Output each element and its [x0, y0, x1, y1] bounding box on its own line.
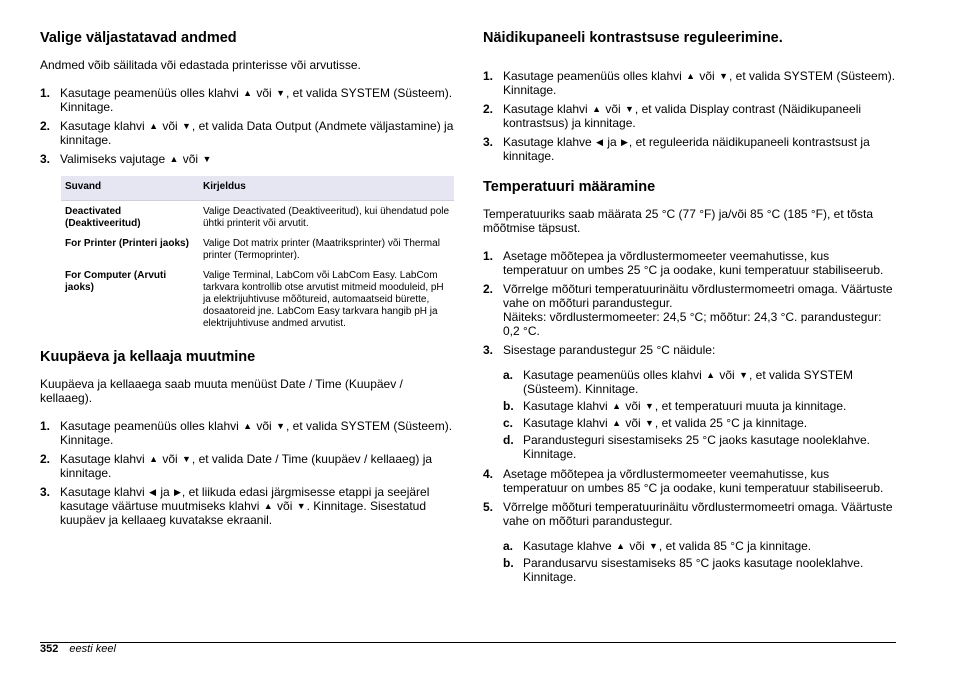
substep-item: b. Parandusarvu sisestamiseks 85 °C jaoks kasutage nooleklahve. Kinnitage. [503, 556, 864, 584]
section-intro: Kuupäeva ja kellaaega saab muuta menüüst Date / Time (Kuupäev / kellaaeg). [40, 377, 403, 405]
steps-list [483, 249, 896, 584]
down-arrow-icon: ▼ [625, 104, 634, 114]
footer-language: eesti keel [69, 643, 116, 655]
steps-list [40, 86, 455, 166]
page-footer [40, 643, 116, 656]
up-arrow-icon: ▲ [243, 421, 253, 431]
substep-item: a. Kasutage peamenüüs olles klahvi ▲ või ▼, et valida SYSTEM (Süsteem). Kinnitage. [503, 368, 854, 396]
down-arrow-icon: ▼ [645, 401, 654, 411]
up-arrow-icon: ▲ [686, 71, 696, 81]
substep-item: a. Kasutage klahve ▲ või ▼, et valida 85 °C ja kinnitage. [503, 539, 812, 553]
step-item: 1. Kasutage peamenüüs olles klahvi ▲ või ▼, et valida SYSTEM (Süsteem). Kinnitage. [483, 69, 896, 97]
options-table [61, 176, 454, 333]
up-arrow-icon: ▲ [612, 401, 621, 411]
substep-item: d. Parandusteguri sisestamiseks 25 °C jaoks kasutage nooleklahve. Kinnitage. [503, 433, 870, 461]
step-item: 1. Kasutage peamenüüs olles klahvi ▲ või ▼, et valida SYSTEM (Süsteem). Kinnitage. [40, 86, 453, 114]
left-arrow-icon: ◀ [149, 487, 156, 497]
step-item: 1. Asetage mõõtepea ja võrdlustermomeeter veemahutisse, kus temperatuur on umbes 25 °C ja oodake, kuni temperatuur stabiliseerub. [483, 249, 884, 277]
step-item: 3. Kasutage klahve ◀ ja ▶, et reguleerida näidikupaneeli kontrastsust ja kinnitage. [483, 135, 870, 163]
table-header: Suvand [61, 176, 199, 201]
up-arrow-icon: ▲ [243, 88, 253, 98]
down-arrow-icon: ▼ [182, 454, 191, 464]
steps-list [483, 69, 896, 163]
section-intro: Andmed võib säilitada või edastada printerisse või arvutisse. [40, 58, 361, 72]
right-arrow-icon: ▶ [621, 137, 628, 147]
down-arrow-icon: ▼ [182, 121, 191, 131]
step-item: 2. Kasutage klahvi ▲ või ▼, et valida Date / Time (kuupäev / kellaaeg) ja kinnitage. [40, 452, 433, 480]
right-arrow-icon: ▶ [174, 487, 181, 497]
up-arrow-icon: ▲ [263, 501, 273, 511]
down-arrow-icon: ▼ [276, 421, 285, 431]
section-title-contrast: Näidikupaneeli kontrastsuse reguleerimine. [483, 30, 783, 46]
down-arrow-icon: ▼ [276, 88, 285, 98]
step-item: 2. Kasutage klahvi ▲ või ▼, et valida Display contrast (Näidikupaneeli kontrastsus) ja kinnitage. [483, 102, 862, 130]
up-arrow-icon: ▲ [592, 104, 601, 114]
down-arrow-icon: ▼ [296, 501, 306, 511]
down-arrow-icon: ▼ [202, 154, 212, 164]
right-column [483, 30, 896, 590]
table-row: Deactivated (Deaktiveeritud) Valige Deactivated (Deaktiveeritud), kui ühendatud pole ühtki printerit või arvutit. [65, 206, 450, 229]
step-item: 1. Kasutage peamenüüs olles klahvi ▲ või ▼, et valida SYSTEM (Süsteem). Kinnitage. [40, 419, 453, 447]
up-arrow-icon: ▲ [149, 454, 158, 464]
page-number: 352 [40, 643, 59, 655]
step-item: 2. Kasutage klahvi ▲ või ▼, et valida Data Output (Andmete väljastamine) ja kinnitage. [40, 119, 454, 147]
left-arrow-icon: ◀ [596, 137, 603, 147]
substep-item: b. Kasutage klahvi ▲ või ▼, et temperatuuri muuta ja kinnitage. [503, 399, 847, 413]
steps-list [40, 419, 455, 527]
down-arrow-icon: ▼ [645, 418, 654, 428]
up-arrow-icon: ▲ [149, 121, 158, 131]
step-item: 3. Valimiseks vajutage ▲ või ▼ [40, 152, 212, 166]
up-arrow-icon: ▲ [169, 154, 179, 164]
up-arrow-icon: ▲ [612, 418, 621, 428]
left-column [40, 30, 455, 532]
footer-divider [40, 642, 896, 643]
substeps-list [503, 539, 896, 584]
section-title-data-output: Valige väljastatavad andmed [40, 30, 237, 46]
table-row: For Printer (Printeri jaoks) Valige Dot matrix printer (Maatriksprinter) või Thermal printer (Termoprinter). [65, 238, 440, 261]
step-item: 5. Võrrelge mõõturi temperatuurinäitu võrdlustermomeetri omaga. Väärtuste vahe on mõõturi parandustegur. a. Kasutage klahve ▲ või ▼, et valida 85 °C ja kinnitage. b. Parandusarvu sisestamiseks 85 °C jaoks kasutage nooleklahve. Kinnitage. [483, 500, 896, 584]
step-item: 2. Võrrelge mõõturi temperatuurinäitu võrdlustermomeetri omaga. Väärtuste vahe on mõõturi parandustegur. Näiteks: võrdlustermomeeter: 24,5 °C; mõõtur: 24,3 °C. parandustegur: 0,2 °C. [483, 282, 893, 338]
table-header: Kirjeldus [199, 176, 454, 201]
step-item: 4. Asetage mõõtepea ja võrdlustermomeeter veemahutisse, kus temperatuur on umbes 85 °C ja oodake, kuni temperatuur stabiliseerub. [483, 467, 884, 495]
section-intro: Temperatuuriks saab määrata 25 °C (77 °F) ja/või 85 °C (185 °F), et tõsta mõõtmise täpsust. [483, 207, 874, 235]
down-arrow-icon: ▼ [739, 370, 748, 380]
step-item: 3. Sisestage parandustegur 25 °C näidule: a. Kasutage peamenüüs olles klahvi ▲ või ▼, et valida SYSTEM (Süsteem). Kinnitage. b. Kasutage klahvi ▲ või ▼, et temperatuuri muuta ja kinnitage. c. Kasutage klahvi ▲ või ▼, et valida 25 °C ja kinnitage. d. Parandusteguri sisestamiseks 25 °C jaoks kasutage nooleklahve. Kinnitage. [483, 343, 896, 461]
section-title-date-time: Kuupäeva ja kellaaja muutmine [40, 349, 256, 365]
table-row: For Computer (Arvuti jaoks) Valige Terminal, LabCom või LabCom Easy. LabCom tarkvara kontrollib otse arvutist mitmeid mooduleid, pH ja elektrijuhtivuse mõõtureid, automaatseid bürette, dosaatoreid jne. LabCom Easy tarkvara hangib pH ja elektrijuhtivuse andmed arvutist. [65, 270, 444, 329]
section-title-temperature: Temperatuuri määramine [483, 179, 656, 195]
substeps-list [503, 368, 896, 461]
substep-item: c. Kasutage klahvi ▲ või ▼, et valida 25 °C ja kinnitage. [503, 416, 808, 430]
up-arrow-icon: ▲ [616, 541, 625, 551]
up-arrow-icon: ▲ [706, 370, 716, 380]
step-item: 3. Kasutage klahvi ◀ ja ▶, et liikuda edasi järgmisesse etappi ja seejärel kasutage väärtuse muutmiseks klahvi ▲ või ▼. Kinnitage. Sisestatud kuupäev ja kellaaeg kuvatakse ekraanil. [40, 485, 430, 527]
down-arrow-icon: ▼ [649, 541, 658, 551]
down-arrow-icon: ▼ [719, 71, 728, 81]
